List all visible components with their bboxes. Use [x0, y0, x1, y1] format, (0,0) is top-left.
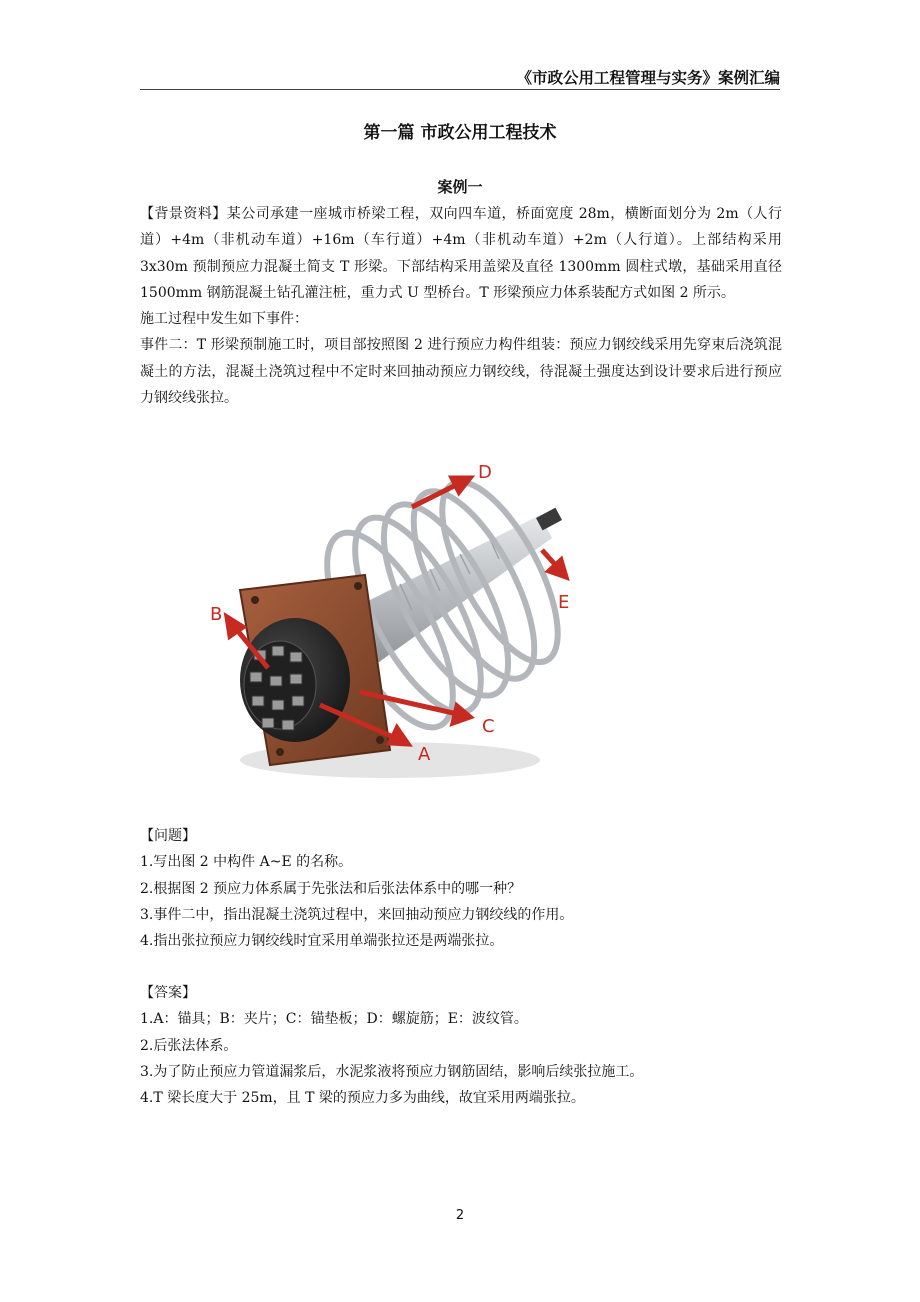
background-section: [140, 201, 782, 411]
running-header: 《市政公用工程管理与实务》案例汇编: [516, 69, 780, 87]
part-title: 第一篇 市政公用工程技术: [363, 123, 557, 143]
answer-item: 4.T 梁长度大于 25m，且 T 梁的预应力多为曲线，故宜采用两端张拉。: [140, 1090, 585, 1107]
question-item: 2.根据图 2 预应力体系属于先张法和后张法体系中的哪一种？: [140, 880, 522, 897]
answers-section: [140, 980, 782, 1111]
question-item: 3.事件二中，指出混凝土浇筑过程中，来回抽动预应力钢绞线的作用。: [140, 906, 574, 923]
answer-item: 1.A：锚具；B：夹片；C：锚垫板；D：螺旋筋；E：波纹管。: [140, 1011, 528, 1028]
label-e: E: [558, 592, 570, 613]
page-number: 2: [455, 1208, 465, 1223]
label-a: A: [418, 744, 431, 765]
header-divider: [140, 89, 780, 90]
event-two-paragraph: 事件二：T 形梁预制施工时，项目部按照图 2 进行预应力构件组装：预应力钢绞线采用先穿束后浇筑混凝土的方法，混凝土浇筑过程中不定时来回抽动预应力钢绞线，待混凝土强度达到设计要求后进行预应力钢绞线张拉。: [140, 337, 782, 407]
questions-heading: 【问题】: [140, 828, 196, 844]
questions-section: [140, 823, 782, 954]
label-c: C: [482, 716, 495, 737]
question-item: 1.写出图 2 中构件 A~E 的名称。: [140, 854, 353, 871]
events-intro: 施工过程中发生如下事件：: [140, 311, 308, 328]
background-paragraph: 【背景资料】某公司承建一座城市桥梁工程，双向四车道，桥面宽度 28m，横断面划分为 2m（人行道）+4m（非机动车道）+16m（车行道）+4m（非机动车道）+2m（人行道）。上部结构采用 3x30m 预制预应力混凝土简支 T 形梁。下部结构采用盖梁及直径 1300mm 圆柱式墩，基础采用直径 1500mm 钢筋混凝土钻孔灌注桩，重力式 U 型桥台。T 形梁预应力体系装配方式如图 2 所示。: [140, 206, 782, 301]
case-title: 案例一: [437, 178, 483, 196]
prestress-anchorage-figure: [200, 460, 600, 805]
answer-item: 3.为了防止预应力管道漏浆后，水泥浆液将预应力钢筋固结，影响后续张拉施工。: [140, 1063, 644, 1080]
label-d: D: [478, 462, 492, 483]
answer-item: 2.后张法体系。: [140, 1037, 238, 1054]
answers-heading: 【答案】: [140, 985, 196, 1001]
question-item: 4.指出张拉预应力钢绞线时宜采用单端张拉还是两端张拉。: [140, 933, 504, 950]
label-b: B: [210, 604, 223, 625]
